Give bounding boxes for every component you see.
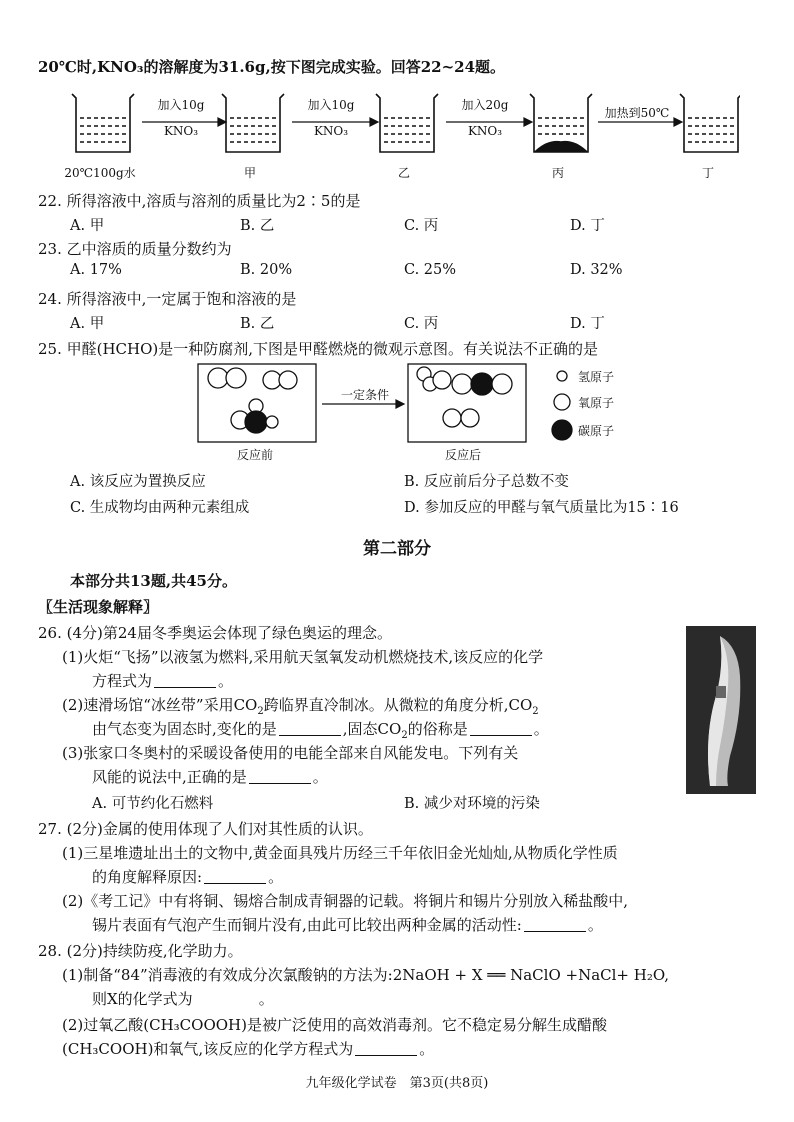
q22-option-b: B. 乙 [240,218,275,234]
beaker-label: 20℃100g水 [64,166,136,180]
answer-blank[interactable] [195,992,257,1006]
answer-blank[interactable] [279,721,341,736]
q24-option-d: D. 丁 [570,316,605,332]
q27-part2-line1: (2)《考工记》中有将铜、锡熔合制成青铜器的记载。将铜片和锡片分别放入稀盐酸中, [62,892,629,910]
question-24-stem: 24. 所得溶液中,一定属于饱和溶液的是 [38,290,297,308]
q27-part1-line2: 的角度解释原因: 。 [92,868,284,886]
question-25-stem: 25. 甲醛(HCHO)是一种防腐剂,下图是甲醛燃烧的微观示意图。有关说法不正确的是 [38,340,599,358]
q26-part2-line1: (2)速滑场馆“冰丝带”采用$CO_2$跨临界直冷制冰。从微粒的角度分析$,CO_2$ [62,696,539,717]
q26-part3-line2: 风能的说法中,正确的是 。 [92,768,328,786]
q23-option-b: B. 20% [240,262,293,278]
before-reaction-label: 反应前 [236,448,273,462]
legend-oxygen-atom: 氧原子 [578,396,615,410]
beaker-label: 甲 [243,166,256,180]
intro-text: 20℃时,KNO₃的溶解度为31.6g,按下图完成实验。回答22~24题。 [38,58,506,76]
q28-part1-line1: (1)制备“84”消毒液的有效成分次氯酸钠的方法为:2NaOH + X ══ NaClO +NaCl+ H₂O, [62,966,670,984]
reaction-condition-label: 一定条件 [340,388,389,402]
q28-part2-line1: (2)过氧乙酸(CH₃COOOH)是被广泛使用的高效消毒剂。它不稳定易分解生成醋酸 [62,1016,607,1034]
part-two-info: 本部分共13题,共45分。 [70,572,237,590]
question-27-stem: 27. (2分)金属的使用体现了人们对其性质的认识。 [38,820,373,838]
arrow-label-top: 加入20g [461,98,509,112]
arrow-label-top: 加热到50℃ [604,106,670,120]
answer-blank[interactable] [154,673,216,688]
q27-part1-line1: (1)三星堆遗址出土的文物中,黄金面具残片历经三千年依旧金光灿灿,从物质化学性质 [62,844,618,862]
question-28-stem: 28. (2分)持续防疫,化学助力。 [38,942,243,960]
q23-option-c: C. 25% [404,262,457,278]
arrow-label-top: 加入10g [307,98,355,112]
q26-option-b: B. 减少对环境的污染 [404,796,540,812]
olympic-torch-image [686,626,756,794]
beaker-icon [680,94,740,152]
beaker-label: 丁 [701,166,714,180]
arrow-label-top: 加入10g [157,98,205,112]
q28-part2-line2: (CH₃COOH)和氧气,该反应的化学方程式为 。 [62,1040,435,1058]
q25-option-b: B. 反应前后分子总数不变 [404,474,569,490]
beaker-label: 丙 [551,166,564,180]
q25-option-c: C. 生成物均由两种元素组成 [70,500,250,516]
arrow-label-bottom: KNO₃ [467,124,503,138]
question-26-stem: 26. (4分)第24届冬季奥运会体现了绿色奥运的理念。 [38,624,392,642]
section-heading: 〖生活现象解释〗 [38,598,159,616]
beaker-label: 乙 [397,166,410,180]
q25-option-d: D. 参加反应的甲醛与氧气质量比为15∶16 [404,500,679,516]
q26-part3-line1: (3)张家口冬奥村的采暖设备使用的电能全部来自风能发电。下列有关 [62,744,519,762]
arrow-label-bottom: KNO₃ [163,124,199,138]
answer-blank[interactable] [470,721,532,736]
after-reaction-label: 反应后 [444,448,481,462]
answer-blank[interactable] [204,869,266,884]
beaker-icon [530,94,592,152]
q28-part1-line2: 则X的化学式为 。 [92,990,274,1008]
q24-option-c: C. 丙 [404,316,439,332]
q26-option-a: A. 可节约化石燃料 [92,796,214,812]
q23-option-a: A. 17% [70,262,122,278]
q26-part1-line2: 方程式为 。 [92,672,234,690]
q22-option-c: C. 丙 [404,218,439,234]
beaker-icon [72,94,134,152]
part-two-title: 第二部分 [363,539,431,559]
page-footer: 九年级化学试卷 第3页(共8页) [305,1076,489,1091]
answer-blank[interactable] [249,769,311,784]
q27-part2-line2: 锡片表面有气泡产生而铜片没有,由此可比较出两种金属的活动性: 。 [92,916,603,934]
q22-option-a: A. 甲 [70,218,105,234]
question-22-stem: 22. 所得溶液中,溶质与溶剂的质量比为2∶5的是 [38,192,361,210]
answer-blank[interactable] [355,1041,417,1056]
q25-option-a: A. 该反应为置换反应 [70,474,206,490]
question-23-stem: 23. 乙中溶质的质量分数约为 [38,240,232,258]
q22-option-d: D. 丁 [570,218,605,234]
q24-option-a: A. 甲 [70,316,105,332]
arrow-label-bottom: KNO₃ [313,124,349,138]
legend-hydrogen-atom: 氢原子 [578,370,615,384]
legend-carbon-atom: 碳原子 [578,424,615,438]
beaker-icon [376,94,438,152]
q23-option-d: D. 32% [570,262,623,278]
beaker-icon [222,94,284,152]
q24-option-b: B. 乙 [240,316,275,332]
q26-part2-line2: 由气态变为固态时,变化的是 ,固态$CO_2$的俗称是 。 [92,720,549,741]
q26-part1-line1: (1)火炬“飞扬”以液氢为燃料,采用航天氢氧发动机燃烧技术,该反应的化学 [62,648,544,666]
answer-blank[interactable] [524,917,586,932]
